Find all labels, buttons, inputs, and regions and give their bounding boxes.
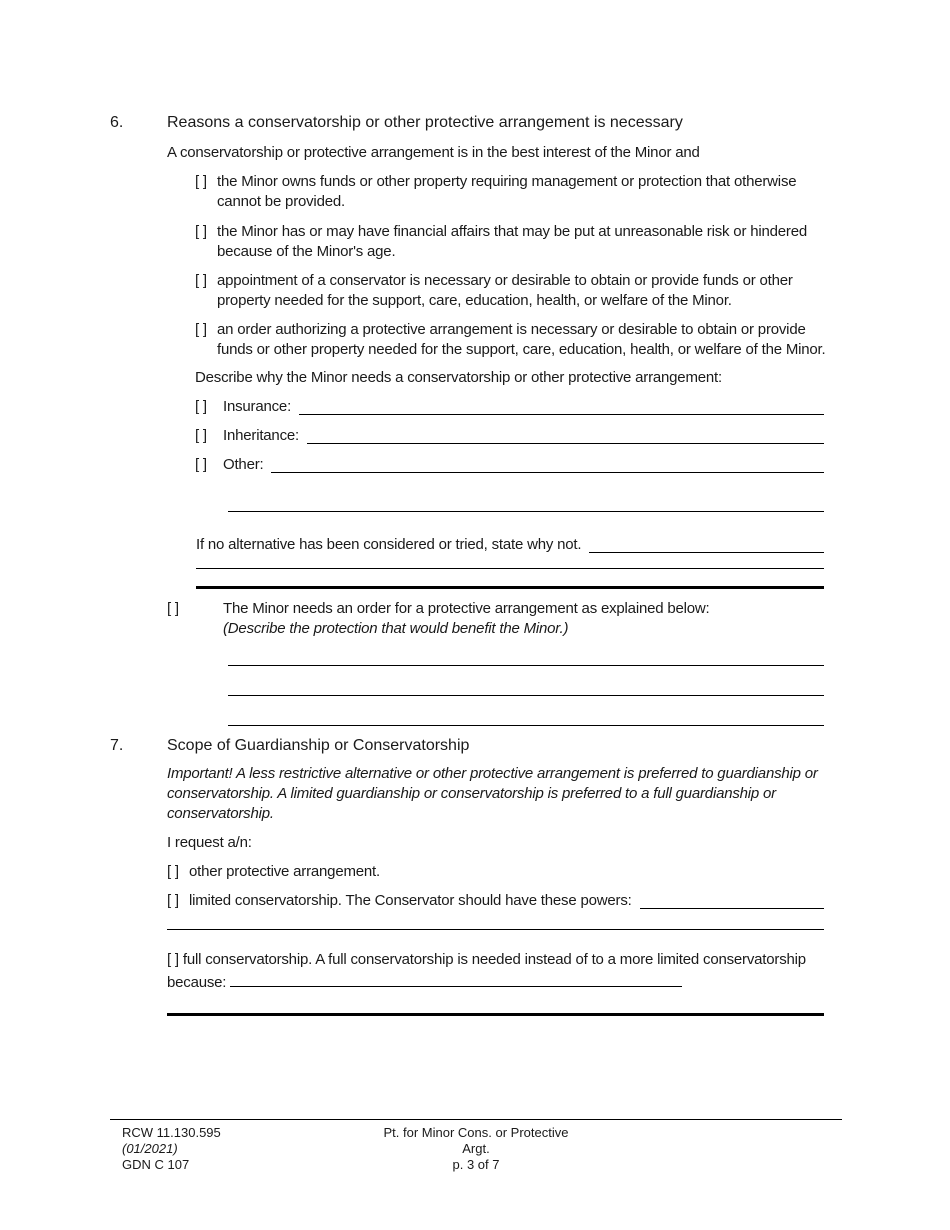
important-note: Important! A less restrictive alternative or other protective arrangement is preferred to guardianship or conservatorship. A limited guardianship or conservatorship is preferred to a full guardianship or conservatorship.	[167, 765, 818, 822]
reason-1-text: the Minor owns funds or other property requiring management or protection that otherwise cannot be provided.	[217, 173, 797, 210]
footer-rcw: RCW 11.130.595	[122, 1125, 221, 1140]
insurance-label: Insurance:	[223, 398, 292, 415]
limited-powers-input-line[interactable]	[640, 891, 824, 909]
other-input-line[interactable]	[271, 455, 824, 473]
limited-conservatorship-checkbox[interactable]: [ ]	[167, 892, 179, 909]
protective-order-text	[223, 599, 824, 639]
section-6-heading	[0, 112, 950, 133]
protective-order-checkbox[interactable]: [ ]	[167, 600, 179, 617]
option-other-row	[167, 862, 824, 882]
protective-arrangement-line-3[interactable]	[228, 725, 824, 726]
page-footer	[110, 1119, 842, 1173]
full-conservatorship-reason-line[interactable]	[230, 970, 682, 987]
footer-form-number: GDN C 107	[122, 1157, 190, 1172]
full-conservatorship-checkbox[interactable]: [ ]	[167, 951, 179, 968]
inheritance-input-line[interactable]	[307, 426, 824, 444]
describe-prompt: Describe why the Minor needs a conservatorship or other protective arrangement:	[195, 369, 722, 386]
protective-order-label: The Minor needs an order for a protective arrangement as explained below:	[223, 600, 710, 617]
other-arrangement-checkbox[interactable]: [ ]	[167, 863, 179, 880]
insurance-input-line[interactable]	[299, 397, 824, 415]
section-7-heading	[0, 735, 950, 756]
other-label: Other:	[223, 456, 264, 473]
section-7-title: Scope of Guardianship or Conservatorship	[167, 737, 470, 754]
section-7-divider	[167, 1013, 824, 1016]
footer-revision-date: (01/2021)	[122, 1141, 178, 1156]
why-not-continuation-line[interactable]	[196, 568, 824, 569]
no-alternative-prompt: If no alternative has been considered or tried, state why not.	[196, 536, 582, 553]
reason-item	[195, 172, 829, 212]
other-arrangement-label: other protective arrangement.	[189, 863, 380, 880]
why-not-input-line[interactable]	[589, 535, 824, 553]
other-continuation-line[interactable]	[228, 511, 824, 512]
reason-item	[195, 271, 829, 311]
request-intro: I request a/n:	[167, 834, 252, 851]
footer-form-title-line-1: Pt. for Minor Cons. or Protective	[383, 1125, 569, 1140]
footer-page-number: p. 3 of 7	[452, 1157, 500, 1172]
section-7-number: 7.	[110, 737, 124, 754]
footer-form-title-line-2: Argt.	[462, 1141, 490, 1156]
reason-2-text: the Minor has or may have financial affairs that may be put at unreasonable risk or hindered because of the Minor's age.	[217, 223, 807, 260]
reason-1-checkbox[interactable]: [ ]	[195, 173, 207, 190]
reason-4-checkbox[interactable]: [ ]	[195, 321, 207, 338]
no-alternative-row	[196, 535, 824, 555]
option-full-row	[167, 950, 824, 993]
inheritance-checkbox[interactable]: [ ]	[195, 427, 207, 444]
inheritance-row	[195, 426, 824, 446]
other-row	[195, 455, 824, 475]
full-conservatorship-label: full conservatorship. A full conservatorship is needed instead of to a more limited conservatorship because:	[167, 951, 806, 991]
reason-item	[195, 320, 829, 360]
reason-4-text: an order authorizing a protective arrangement is necessary or desirable to obtain or provide funds or other property needed for the support, care, education, health, or welfare of the Minor.	[217, 321, 826, 358]
other-checkbox[interactable]: [ ]	[195, 456, 207, 473]
protective-arrangement-line-2[interactable]	[228, 695, 824, 696]
section-6-title: Reasons a conservatorship or other protective arrangement is necessary	[167, 114, 683, 131]
option-limited-row	[167, 891, 824, 911]
section-6-divider	[196, 586, 824, 589]
limited-powers-continuation-line[interactable]	[167, 929, 824, 930]
protective-arrangement-line-1[interactable]	[228, 665, 824, 666]
insurance-row	[195, 397, 824, 417]
section-6-intro: A conservatorship or protective arrangement is in the best interest of the Minor and	[167, 144, 700, 161]
inheritance-label: Inheritance:	[223, 427, 299, 444]
insurance-checkbox[interactable]: [ ]	[195, 398, 207, 415]
section-6-number: 6.	[110, 114, 124, 131]
reason-2-checkbox[interactable]: [ ]	[195, 223, 207, 240]
protective-order-row	[167, 599, 824, 639]
reason-item	[195, 222, 829, 262]
reason-3-text: appointment of a conservator is necessary or desirable to obtain or provide funds or other property needed for the support, care, education, health, or welfare of the Minor.	[217, 272, 793, 309]
limited-conservatorship-label: limited conservatorship. The Conservator should have these powers:	[189, 892, 632, 909]
reason-3-checkbox[interactable]: [ ]	[195, 272, 207, 289]
footer-center-block	[110, 1125, 842, 1173]
protective-order-note: (Describe the protection that would benefit the Minor.)	[223, 620, 569, 637]
